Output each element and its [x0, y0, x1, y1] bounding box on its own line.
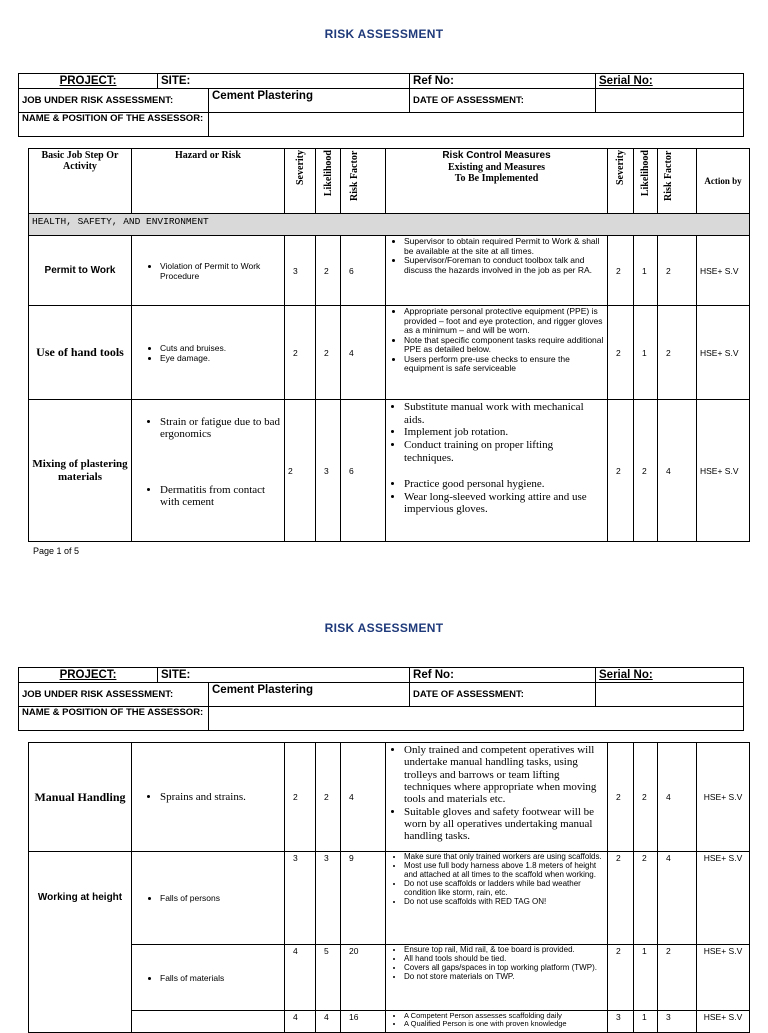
- hazard-item: • Strain or fatigue due to bad ergonomics: [160, 416, 281, 440]
- serial-label: Serial No:: [596, 668, 744, 683]
- hazard-item: • Sprains and strains.: [160, 791, 281, 803]
- likelihood-value: 1: [634, 236, 658, 306]
- control-item: • Covers all gaps/spaces in top working platform (TWP).: [404, 964, 604, 973]
- activity-cell: Mixing of plastering materials: [29, 400, 132, 542]
- likelihood-value: 2: [316, 743, 341, 852]
- hazard-cell: [132, 945, 285, 1011]
- control-item: • Suitable gloves and safety footwear will be worn by all operatives undertaking manual handling tasks.: [404, 806, 604, 843]
- col-control-sub1: Existing and Measures: [447, 161, 546, 173]
- hazard-cell: [132, 236, 285, 306]
- table-row: [29, 945, 750, 1011]
- severity-value: 2: [608, 743, 634, 852]
- control-item: • Do not use scaffolds with RED TAG ON!: [404, 898, 604, 907]
- likelihood-value: 2: [634, 852, 658, 945]
- control-item: • Practice good personal hygiene.: [404, 478, 604, 491]
- severity-value: 2: [285, 306, 316, 400]
- hazard-item: • Falls of persons: [160, 893, 281, 903]
- project-label: PROJECT:: [19, 74, 158, 89]
- hazard-item: • Dermatitis from contact with cement: [160, 484, 281, 508]
- control-item: • Substitute manual work with mechanical aids.: [404, 401, 604, 426]
- risk-factor-value: 4: [658, 400, 697, 542]
- table-row: [29, 236, 750, 306]
- control-item: • Most use full body harness above 1.8 meters of height and attached at all times to the scaffold when working.: [404, 862, 604, 880]
- risk-factor-value: 4: [341, 306, 386, 400]
- action-cell: HSE+ S.V: [697, 1011, 750, 1033]
- header-table: [18, 73, 744, 137]
- date-value: [596, 683, 744, 707]
- header-table: [18, 667, 744, 731]
- control-item: • Conduct training on proper lifting techniques.: [404, 439, 604, 464]
- likelihood-value: 2: [316, 236, 341, 306]
- control-cell: [386, 852, 608, 945]
- control-item: • Users perform pre-use checks to ensure the equipment is safe serviceable: [404, 355, 604, 374]
- assessor-label: NAME & POSITION OF THE ASSESSOR:: [19, 113, 209, 137]
- risk-factor-value: 4: [658, 743, 697, 852]
- severity-value: 2: [608, 236, 634, 306]
- likelihood-value: 1: [634, 306, 658, 400]
- control-cell: [386, 945, 608, 1011]
- risk-factor-value: 2: [658, 945, 697, 1011]
- activity-cell: Manual Handling: [29, 743, 132, 852]
- table-row: [29, 852, 750, 945]
- ref-label: Ref No:: [410, 74, 596, 89]
- assessor-value: [209, 113, 744, 137]
- serial-label: Serial No:: [596, 74, 744, 89]
- severity-value: 2: [285, 400, 316, 542]
- job-value: Cement Plastering: [209, 683, 410, 707]
- project-label: PROJECT:: [19, 668, 158, 683]
- action-cell: HSE+ S.V: [697, 852, 750, 945]
- hazard-item: • Violation of Permit to Work Procedure: [160, 261, 281, 281]
- risk-table-page-2: [28, 742, 750, 1033]
- control-item: • A Competent Person assesses scaffolding daily: [404, 1012, 604, 1020]
- assessor-label: NAME & POSITION OF THE ASSESSOR:: [19, 707, 209, 731]
- action-cell: HSE+ S.V: [697, 743, 750, 852]
- severity-value: 2: [608, 945, 634, 1011]
- site-label: SITE:: [158, 668, 410, 683]
- page-number: Page 1 of 5: [33, 546, 80, 556]
- col-control-sub2: To Be Implemented: [454, 173, 539, 184]
- table-row: [29, 400, 750, 542]
- hazard-item: • Falls of materials: [160, 973, 281, 983]
- col-risk-factor-2: Risk Factor: [663, 150, 674, 202]
- hazard-cell: [132, 743, 285, 852]
- risk-factor-value: 20: [341, 945, 386, 1011]
- control-item: • Note that specific component tasks require additional PPE as detailed below.: [404, 336, 604, 355]
- likelihood-value: 3: [316, 852, 341, 945]
- date-label: DATE OF ASSESSMENT:: [410, 683, 596, 707]
- col-severity-2: Severity: [615, 150, 626, 185]
- severity-value: 3: [285, 852, 316, 945]
- likelihood-value: 1: [634, 945, 658, 1011]
- control-cell: [386, 306, 608, 400]
- col-action: Action by: [697, 149, 750, 214]
- severity-value: 3: [608, 1011, 634, 1033]
- control-item: • Supervisor to obtain required Permit to Work & shall be available at the site at all times.: [404, 237, 604, 256]
- table-row: [29, 1011, 750, 1033]
- severity-value: 4: [285, 945, 316, 1011]
- col-risk-factor: Risk Factor: [349, 150, 360, 202]
- risk-table-page-1: [28, 148, 750, 542]
- control-item: • Ensure top rail, Mid rail, & toe board is provided.: [404, 946, 604, 955]
- col-control: [386, 149, 608, 214]
- date-value: [596, 89, 744, 113]
- col-step: Basic Job Step Or Activity: [29, 149, 132, 214]
- risk-factor-value: 4: [341, 743, 386, 852]
- likelihood-value: 2: [634, 743, 658, 852]
- control-item: • Implement job rotation.: [404, 426, 604, 439]
- control-item: • Do not store materials on TWP.: [404, 973, 604, 982]
- col-hazard: Hazard or Risk: [132, 149, 285, 214]
- col-severity: Severity: [294, 150, 306, 185]
- site-label: SITE:: [158, 74, 410, 89]
- action-cell: HSE+ S.V: [697, 400, 750, 542]
- control-cell: [386, 400, 608, 542]
- severity-value: 2: [608, 400, 634, 542]
- hazard-item: • Cuts and bruises.: [160, 343, 281, 353]
- risk-factor-value: 4: [658, 852, 697, 945]
- col-likelihood: Likelihood: [322, 150, 334, 197]
- likelihood-value: 5: [316, 945, 341, 1011]
- severity-value: 3: [285, 236, 316, 306]
- risk-factor-value: 2: [658, 306, 697, 400]
- likelihood-value: 1: [634, 1011, 658, 1033]
- job-label: JOB UNDER RISK ASSESSMENT:: [19, 683, 209, 707]
- hazard-cell: [132, 1011, 285, 1033]
- job-value: Cement Plastering: [209, 89, 410, 113]
- activity-cell: Working at height: [29, 852, 132, 1033]
- col-control-title: Risk Control Measures: [442, 150, 551, 161]
- action-cell: HSE+ S.V: [697, 236, 750, 306]
- severity-value: 4: [285, 1011, 316, 1033]
- table-row: [29, 743, 750, 852]
- control-cell: [386, 1011, 608, 1033]
- control-item: • Wear long-sleeved working attire and use impervious gloves.: [404, 491, 604, 516]
- risk-factor-value: 6: [341, 236, 386, 306]
- severity-value: 2: [608, 852, 634, 945]
- hazard-cell: [132, 400, 285, 542]
- risk-factor-value: 6: [341, 400, 386, 542]
- ref-label: Ref No:: [410, 668, 596, 683]
- action-cell: HSE+ S.V: [697, 306, 750, 400]
- severity-value: 2: [285, 743, 316, 852]
- hazard-cell: [132, 306, 285, 400]
- page-title: RISK ASSESSMENT: [324, 27, 444, 41]
- likelihood-value: 2: [634, 400, 658, 542]
- risk-factor-value: 9: [341, 852, 386, 945]
- col-likelihood-2: Likelihood: [640, 150, 651, 197]
- page-title: RISK ASSESSMENT: [324, 621, 444, 635]
- control-item: • All hand tools should be tied.: [404, 955, 604, 964]
- date-label: DATE OF ASSESSMENT:: [410, 89, 596, 113]
- likelihood-value: 3: [316, 400, 341, 542]
- hazard-cell: [132, 852, 285, 945]
- control-item: • Supervisor/Foreman to conduct toolbox talk and discuss the hazards involved in the job as per RA.: [404, 256, 604, 275]
- likelihood-value: 4: [316, 1011, 341, 1033]
- control-item: • Make sure that only trained workers are using scaffolds.: [404, 853, 604, 862]
- control-item: • Appropriate personal protective equipment (PPE) is provided – foot and eye protection, and rigger gloves as a minimum – and will be worn.: [404, 307, 604, 336]
- control-cell: [386, 743, 608, 852]
- activity-cell: Use of hand tools: [29, 306, 132, 400]
- table-row: [29, 306, 750, 400]
- job-label: JOB UNDER RISK ASSESSMENT:: [19, 89, 209, 113]
- control-item: • Do not use scaffolds or ladders while bad weather condition like storm, rain, etc.: [404, 880, 604, 898]
- section-heading: HEALTH, SAFETY, AND ENVIRONMENT: [29, 214, 750, 236]
- risk-factor-value: 2: [658, 236, 697, 306]
- risk-factor-value: 16: [341, 1011, 386, 1033]
- severity-value: 2: [608, 306, 634, 400]
- control-cell: [386, 236, 608, 306]
- hazard-item: • Eye damage.: [160, 353, 281, 363]
- assessor-value: [209, 707, 744, 731]
- control-item: • A Qualified Person is one with proven knowledge: [404, 1020, 604, 1028]
- risk-factor-value: 3: [658, 1011, 697, 1033]
- action-cell: HSE+ S.V: [697, 945, 750, 1011]
- control-item: • Only trained and competent operatives will undertake manual handling tasks, using trolleys and barrows or team lifting techniques where appropriate when moving tools and materials etc.: [404, 744, 604, 806]
- activity-cell: Permit to Work: [29, 236, 132, 306]
- likelihood-value: 2: [316, 306, 341, 400]
